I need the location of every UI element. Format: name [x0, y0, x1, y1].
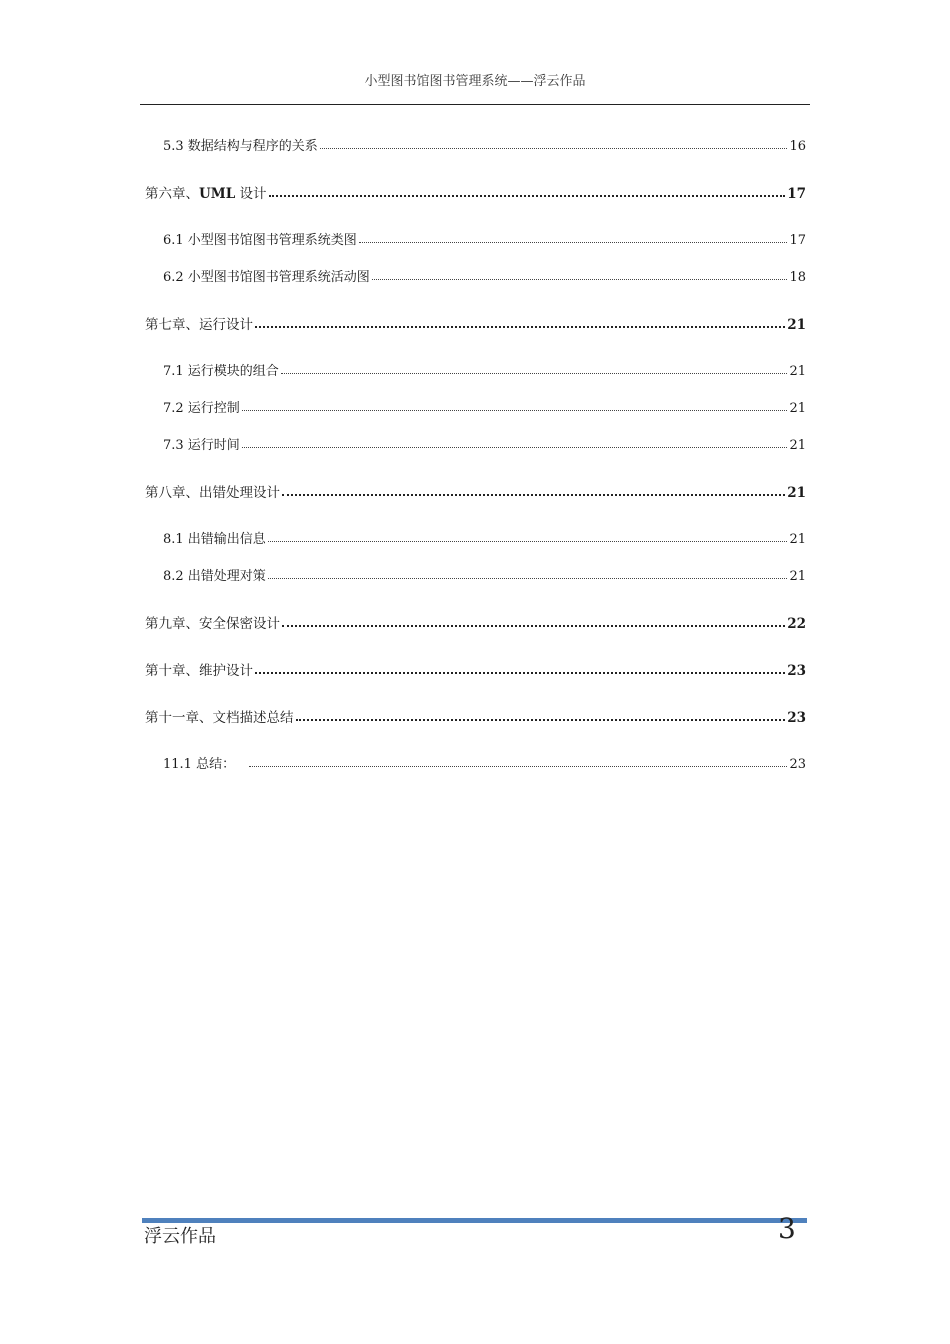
toc-dot-leader: [320, 148, 788, 149]
toc-entry-title: 7.3 运行时间: [163, 438, 240, 453]
toc-dot-leader: [372, 279, 788, 280]
toc-entry-page: 17: [789, 233, 806, 248]
toc-entry-chapter-8[interactable]: [145, 481, 806, 501]
toc-entry-6-2[interactable]: [163, 266, 806, 285]
toc-entry-title: 6.1 小型图书馆图书管理系统类图: [163, 233, 357, 248]
toc-entry-8-1[interactable]: [163, 528, 806, 547]
toc-entry-title-suffix: 设计: [235, 186, 267, 202]
footer-label: 浮云作品: [144, 1226, 216, 1247]
toc-entry-title: 第十一章、文档描述总结: [145, 710, 294, 726]
toc-entry-page: 18: [789, 270, 806, 285]
toc-dot-leader: [296, 719, 786, 721]
toc-entry-page: 21: [787, 317, 806, 333]
toc-entry-page: 23: [787, 710, 806, 726]
toc-dot-leader: [255, 672, 785, 674]
toc-entry-page: 22: [787, 616, 806, 632]
toc-entry-title: [145, 182, 267, 202]
toc-entry-7-3[interactable]: [163, 434, 806, 453]
toc-entry-page: 21: [789, 401, 806, 416]
footer-page-number: 3: [778, 1212, 796, 1245]
toc-entry-page: 21: [787, 485, 806, 501]
toc-entry-title: 5.3 数据结构与程序的关系: [163, 139, 318, 154]
toc-dot-leader: [242, 447, 788, 448]
toc-dot-leader: [268, 541, 788, 542]
toc-dot-leader: [249, 766, 787, 767]
toc-entry-title: 6.2 小型图书馆图书管理系统活动图: [163, 270, 370, 285]
toc-entry-7-1[interactable]: [163, 360, 806, 379]
toc-entry-title: 7.1 运行模块的组合: [163, 364, 279, 379]
toc-entry-title-prefix: 第六章、: [145, 186, 199, 202]
toc-dot-leader: [268, 578, 788, 579]
toc-entry-chapter-7[interactable]: [145, 313, 806, 333]
header-rule: [140, 104, 810, 105]
toc-entry-page: 21: [789, 438, 806, 453]
toc-entry-11-1[interactable]: [163, 753, 806, 772]
toc-entry-title: 第十章、维护设计: [145, 663, 253, 679]
toc-entry-page: 23: [787, 663, 806, 679]
toc-entry-page: 21: [789, 364, 806, 379]
toc-dot-leader: [359, 242, 788, 243]
toc-entry-title: 第九章、安全保密设计: [145, 616, 280, 632]
toc-entry-chapter-6[interactable]: [145, 182, 806, 202]
toc-dot-leader: [269, 195, 786, 197]
toc-entry-chapter-10[interactable]: [145, 659, 806, 679]
toc-entry-page: 21: [789, 532, 806, 547]
toc-entry-title: 第八章、出错处理设计: [145, 485, 280, 501]
toc-entry-8-2[interactable]: [163, 565, 806, 584]
toc-entry-page: 21: [789, 569, 806, 584]
page-header-title: 小型图书馆图书管理系统——浮云作品: [364, 74, 586, 89]
toc-dot-leader: [281, 373, 788, 374]
toc-dot-leader: [282, 494, 785, 496]
toc-entry-title-bold: UML: [199, 186, 236, 202]
toc-entry-title: 11.1 总结：: [163, 757, 236, 772]
toc-entry-page: 23: [789, 757, 806, 772]
toc-entry-chapter-11[interactable]: [145, 706, 806, 726]
toc-dot-leader: [255, 326, 785, 328]
toc-entry-title: 8.2 出错处理对策: [163, 569, 266, 584]
toc-entry-title: 7.2 运行控制: [163, 401, 240, 416]
toc-entry-6-1[interactable]: [163, 229, 806, 248]
toc-entry-7-2[interactable]: [163, 397, 806, 416]
toc-dot-leader: [242, 410, 788, 411]
toc-entry-title: 第七章、运行设计: [145, 317, 253, 333]
toc-entry-page: 17: [787, 186, 806, 202]
footer-accent-bar: [142, 1218, 807, 1223]
toc-entry-chapter-9[interactable]: [145, 612, 806, 632]
toc-entry-title: 8.1 出错输出信息: [163, 532, 266, 547]
toc-dot-leader: [282, 625, 785, 627]
toc-entry-5-3[interactable]: [163, 135, 806, 154]
toc-entry-page: 16: [789, 139, 806, 154]
